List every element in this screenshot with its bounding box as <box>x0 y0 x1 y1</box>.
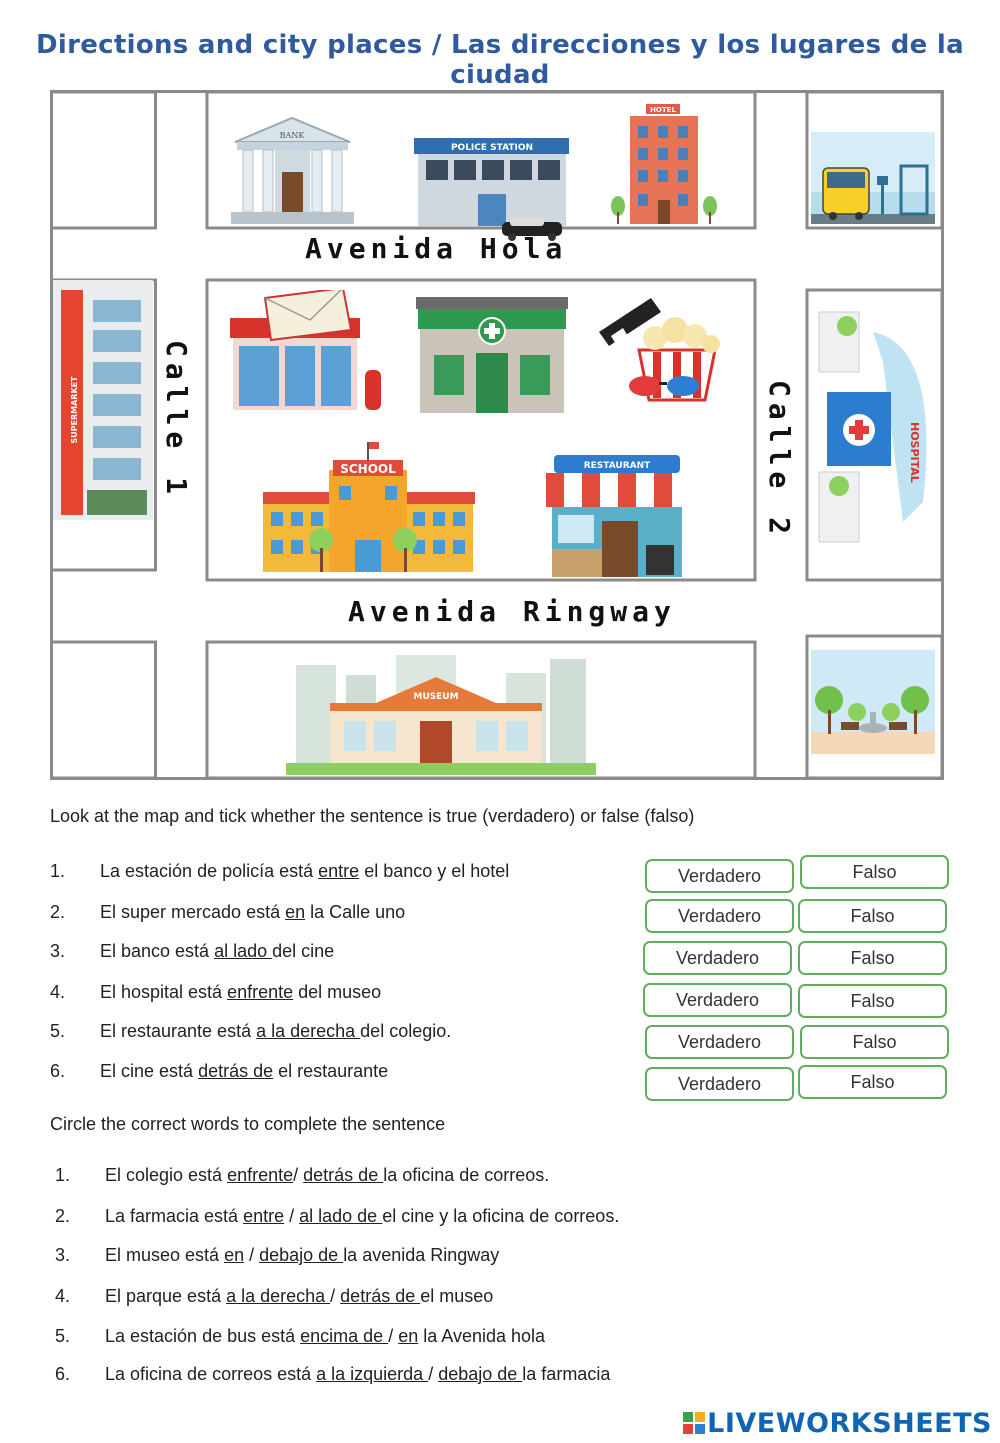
cinema <box>595 290 740 410</box>
option-b[interactable]: debajo de <box>259 1245 344 1265</box>
school-sign: SCHOOL <box>340 462 396 476</box>
verdadero-button-6[interactable]: Verdadero <box>645 1067 794 1101</box>
hospital-sign: HOSPITAL <box>908 422 921 483</box>
street-avenida-ringway: Avenida Ringway <box>348 595 676 628</box>
falso-button-5[interactable]: Falso <box>800 1025 949 1059</box>
option-b[interactable]: detrás de <box>303 1165 384 1185</box>
street-calle-2: Calle 2 <box>763 380 796 541</box>
option-b[interactable]: en <box>398 1326 419 1346</box>
option-a[interactable]: enfrente <box>227 1165 294 1185</box>
school-building <box>263 440 475 575</box>
option-a[interactable]: a la izquierda <box>316 1364 429 1384</box>
falso-button-1[interactable]: Falso <box>800 855 949 889</box>
verdadero-button-1[interactable]: Verdadero <box>645 859 794 893</box>
verdadero-button-3[interactable]: Verdadero <box>643 941 792 975</box>
falso-button-3[interactable]: Falso <box>798 941 947 975</box>
verdadero-button-2[interactable]: Verdadero <box>645 899 794 933</box>
option-a[interactable]: en <box>224 1245 245 1265</box>
street-avenida-hola: Avenida Hola <box>305 232 568 265</box>
page-title: Directions and city places / Las direcciones y los lugares de la ciudad <box>36 30 964 90</box>
city-map <box>50 90 944 780</box>
option-b[interactable]: al lado de <box>299 1206 383 1226</box>
police-sign: POLICE STATION <box>450 143 534 153</box>
museum-building <box>286 655 596 775</box>
bank-sign: BANK <box>279 131 305 140</box>
verdadero-button-4[interactable]: Verdadero <box>643 983 792 1017</box>
street-calle-1: Calle 1 <box>160 340 193 501</box>
option-b[interactable]: debajo de <box>438 1364 523 1384</box>
falso-button-4[interactable]: Falso <box>798 984 947 1018</box>
supermarket-building <box>53 280 153 520</box>
park <box>811 650 935 754</box>
liveworksheets-mark-icon <box>683 1412 705 1434</box>
restaurant-building <box>542 445 692 579</box>
bus-stop <box>811 132 935 224</box>
post-office-building <box>225 290 385 415</box>
pharmacy-building <box>414 293 570 415</box>
liveworksheets-logo: LIVEWORKSHEETS <box>683 1408 992 1439</box>
option-a[interactable]: encima de <box>300 1326 389 1346</box>
police-station-building <box>412 134 572 244</box>
hospital-building <box>813 302 939 556</box>
hotel-building <box>608 102 728 227</box>
restaurant-sign: RESTAURANT <box>583 461 651 471</box>
falso-button-6[interactable]: Falso <box>798 1065 947 1099</box>
tick-instruction: Look at the map and tick whether the sentence is true (verdadero) or false (falso) <box>50 806 695 826</box>
option-a[interactable]: entre <box>243 1206 285 1226</box>
option-a[interactable]: a la derecha <box>226 1286 331 1306</box>
option-b[interactable]: detrás de <box>340 1286 421 1306</box>
verdadero-button-5[interactable]: Verdadero <box>645 1025 794 1059</box>
hotel-sign: HOTEL <box>650 106 676 114</box>
falso-button-2[interactable]: Falso <box>798 899 947 933</box>
bank-building <box>225 112 360 227</box>
supermarket-sign: SUPERMARKET <box>70 376 79 444</box>
circle-instruction: Circle the correct words to complete the sentence <box>50 1114 446 1134</box>
museum-sign: MUSEUM <box>413 692 459 702</box>
